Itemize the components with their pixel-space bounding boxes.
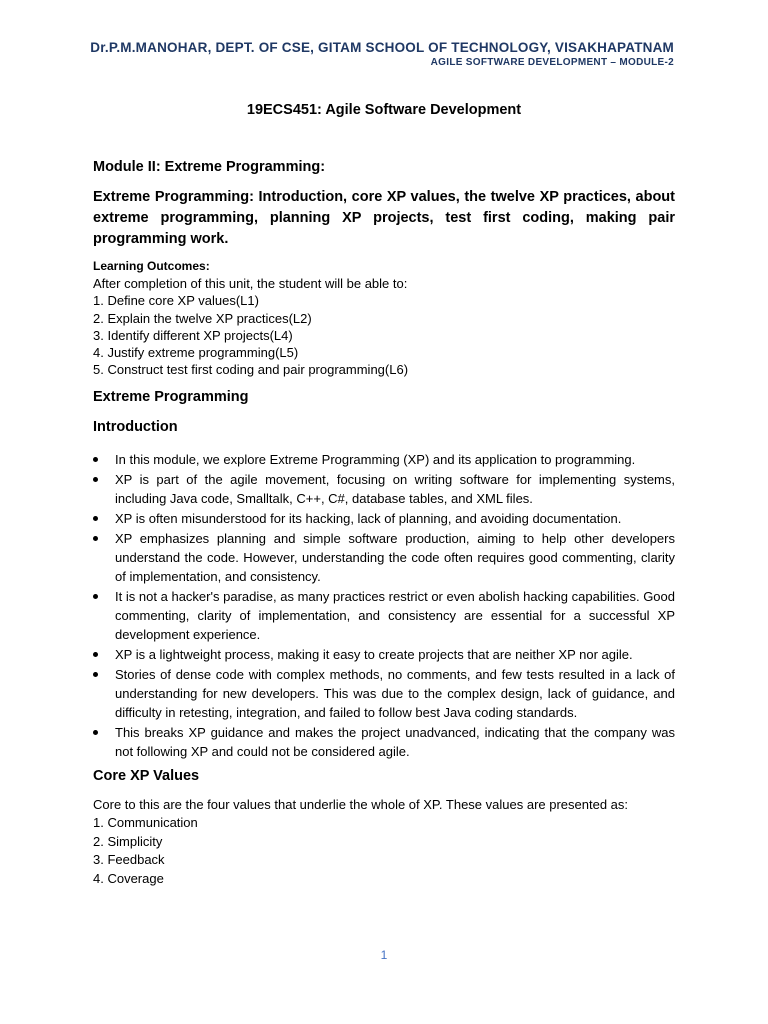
bullet-text: XP is often misunderstood for its hacking, lack of planning, and avoiding documentation. [115, 511, 622, 526]
learning-outcome-item: 2. Explain the twelve XP practices(L2) [93, 310, 312, 326]
module-heading: Module II: Extreme Programming: [93, 159, 326, 175]
learning-outcomes-list [93, 275, 408, 379]
course-title: 19ECS451: Agile Software Development [246, 102, 522, 118]
header-course-line: AGILE SOFTWARE DEVELOPMENT – MODULE-2 [430, 57, 674, 68]
learning-outcome-item: 5. Construct test first coding and pair programming(L6) [93, 362, 409, 378]
bullet-icon [93, 730, 98, 735]
bullet-text: XP is part of the agile movement, focusing on writing software for implementing systems, including Java code, Smalltalk, C++, C#, database tables, and XML files. [115, 472, 675, 506]
list-item [93, 470, 675, 508]
core-value-item: 1. Communication [93, 815, 198, 831]
section-heading-core-xp-values: Core XP Values [93, 768, 200, 784]
learning-outcome-item: 3. Identify different XP projects(L4) [93, 327, 293, 343]
bullet-text: Stories of dense code with complex methods, no comments, and few tests resulted in a lack of understanding for new developers. This was due to the complex design, lack of guidance, and difficulty in retesting, integration, and failed to follow best Java coding standards. [115, 667, 675, 720]
bullet-icon [93, 536, 98, 541]
list-item [93, 645, 675, 664]
learning-outcomes-title: Learning Outcomes: [93, 259, 210, 273]
core-values-list [93, 796, 628, 888]
page-number: 1 [380, 948, 388, 962]
bullet-text: This breaks XP guidance and makes the project unadvanced, indicating that the company was not following XP and could not be considered agile. [115, 725, 675, 759]
bullet-icon [93, 457, 98, 462]
bullet-icon [93, 477, 98, 482]
core-value-item: 4. Coverage [93, 870, 164, 886]
bullet-icon [93, 672, 98, 677]
section-heading-extreme-programming: Extreme Programming [93, 389, 249, 405]
learning-outcome-item: 1. Define core XP values(L1) [93, 293, 259, 309]
core-value-item: 3. Feedback [93, 852, 165, 868]
header-author-line: Dr.P.M.MANOHAR, DEPT. OF CSE, GITAM SCHOOL OF TECHNOLOGY, VISAKHAPATNAM [90, 40, 674, 55]
bullet-text: XP is a lightweight process, making it easy to create projects that are neither XP nor agile. [115, 647, 633, 662]
learning-outcomes-intro: After completion of this unit, the student will be able to: [93, 276, 408, 291]
bullet-text: In this module, we explore Extreme Programming (XP) and its application to programming. [115, 452, 636, 467]
list-item [93, 450, 675, 469]
module-topics: Extreme Programming: Introduction, core XP values, the twelve XP practices, about extreme programming, planning XP projects, test first coding, making pair programming work. [93, 189, 675, 247]
list-item [93, 509, 675, 528]
list-item [93, 587, 675, 644]
learning-outcome-item: 4. Justify extreme programming(L5) [93, 345, 299, 361]
core-values-intro: Core to this are the four values that underlie the whole of XP. These values are presented as: [93, 797, 629, 812]
bullet-icon [93, 594, 98, 599]
list-item [93, 665, 675, 722]
bullet-text: XP emphasizes planning and simple software production, aiming to help other developers understand the code. However, understanding the code often requires good commenting, clarity of implementation, and consistency. [115, 531, 675, 584]
bullet-icon [93, 652, 98, 657]
list-item [93, 529, 675, 586]
introduction-bullet-list [93, 450, 675, 762]
bullet-text: It is not a hacker's paradise, as many practices restrict or even abolish hacking capabilities. Good commenting, clarity of implementation, and consistency are essential for a successful XP development experience. [115, 589, 675, 642]
core-value-item: 2. Simplicity [93, 833, 163, 849]
section-heading-introduction: Introduction [93, 419, 178, 435]
list-item [93, 723, 675, 761]
bullet-icon [93, 516, 98, 521]
